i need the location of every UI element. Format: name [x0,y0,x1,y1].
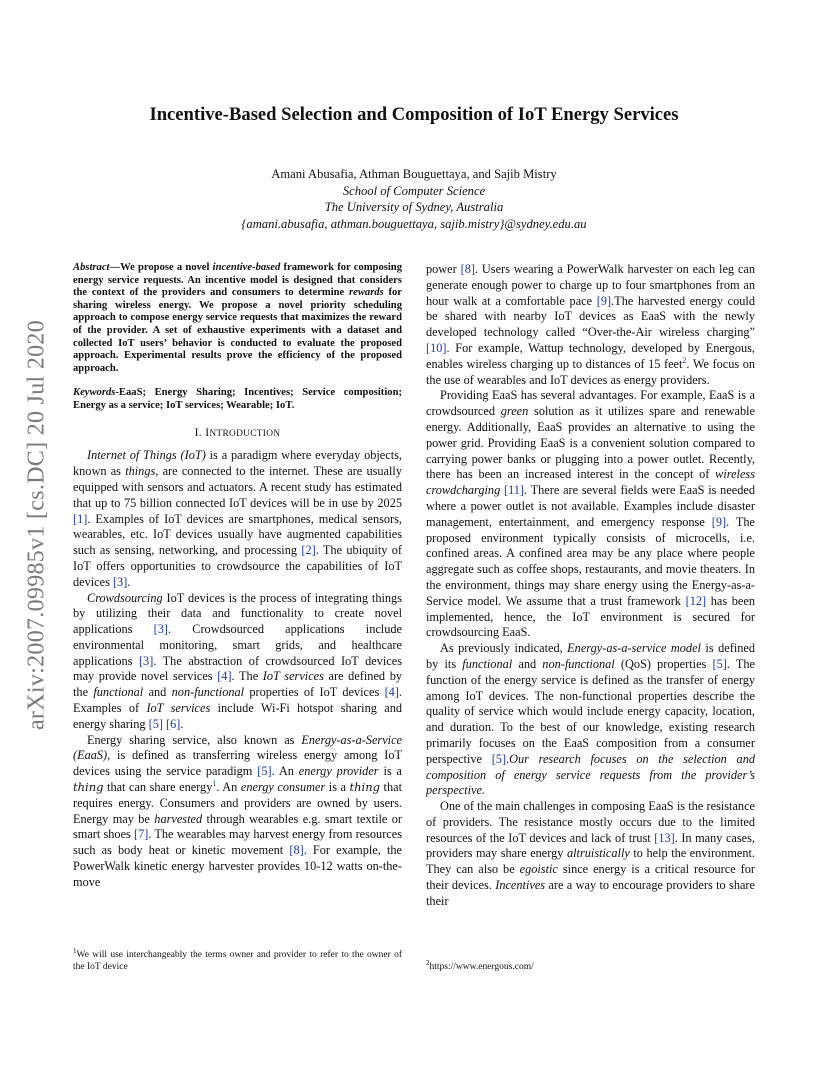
text: is defined by its [426,641,755,671]
emphasis: Internet of Things (IoT) [87,448,206,463]
paragraph [426,388,755,641]
citation-link[interactable]: [2] [301,543,316,558]
text: that can share energy [103,780,213,795]
citation-link[interactable]: [6] [166,716,181,731]
citation-link[interactable]: [7] [134,827,149,842]
citation-link[interactable]: [9] [711,514,727,529]
abstract-text: —We propose a novel [109,262,213,273]
emphasis: Our research focuses on the selection and composition of energy service requests from the provider’s perspective. [426,751,755,798]
citation-link[interactable]: [1] [73,511,88,526]
text: One of the main challenges in composing EaaS is the resistance of providers. The resistance mostly occurs due to the limited resources of the IoT devices and lack of trust [426,799,755,845]
footnote-link[interactable]: 2 [682,355,687,365]
text: and [143,685,172,700]
text: is a [378,764,402,779]
section-title-initial: I [205,425,210,439]
section-number: I. [194,425,206,439]
emphasis: non-functional [542,656,615,671]
emphasis: IoT services [146,701,211,716]
text: . An [216,780,241,795]
text: . Crowdsourced applications include environmental monitoring, smart grids, and healthcare applications [73,622,402,668]
citation-link[interactable]: [5] [491,751,507,766]
author-names: Amani Abusafia, Athman Bouguettaya, and Sajib Mistry [271,167,557,181]
footnote-text: We will use interchangeably the terms owner and provider to refer to the owner of the IoT device [73,950,402,972]
text: that requires energy. Consumers and providers are owned by users. Energy may be [73,780,402,826]
emphasis: IoT services [262,669,324,684]
text: . Users wearing a PowerWalk harvester on each leg can generate enough power to charge up to four smartphones from an hour walk at a comfortable pace [426,262,755,308]
text: power [426,262,461,276]
emphasis: altruistically [566,846,630,861]
math-term: thing [73,780,104,795]
text: and [512,656,543,671]
emphasis: Crowdsourcing [87,590,163,605]
paper-title: Incentive-Based Selection and Composition of IoT Energy Services [149,104,679,125]
emphasis: Incentives [495,878,546,893]
author-university: The University of Sydney, Australia [324,200,504,214]
text: has been implemented, hence, the IoT environment is secured for crowdsourcing EaaS. [426,593,755,640]
text: are a way to encourage providers to share their [426,878,755,908]
text: , is defined as transferring wireless energy among IoT devices using the service paradigm [73,748,402,779]
abstract-emphasis: incentive-based [212,262,281,273]
footnote-link[interactable]: 1 [212,778,217,788]
text: . The [231,669,263,684]
keywords-label: Keywords [73,387,116,399]
author-school: School of Computer Science [342,183,486,198]
abstract [73,262,402,375]
citation-link[interactable]: [3] [153,622,168,637]
abstract-text: framework for composing energy service requests. An incentive model is designed that considers the context of the providers and consumers to determine [73,262,402,299]
text: through wearables e.g. smart textile or smart shoes [73,811,403,842]
text: solution as it utilizes spare and renewable energy. Additionally, EaaS provides an alternative to using the power grid. Providing EaaS is a convenient solution compared to carrying power banks or plugging into a power outlet. Recently, there has been an increased interest in the concept of [426,404,755,482]
text: . The function of the energy service is defined as the transfer of energy among IoT devices. The non-functional properties describe the quality of service which would include energy capacity, location, and duration. To the best of our knowledge, existing research primarily focuses on the EaaS composition from a consumer perspective [426,656,755,766]
text: . [180,716,184,731]
text: include Wi-Fi hotspot sharing and energy sharing [73,701,402,731]
abstract-text: for sharing wireless energy. We propose a novel priority scheduling approach to compose energy service requests that maximizes the reward of the provider. A set of exhaustive experiments with a dataset and collected IoT users’ behavior is conducted to evaluate the proposed approach. Experimental results prove the efficiency of the proposed approach. [73,287,402,374]
text: are defined by the [73,669,402,700]
text: . Examples of IoT devices are smartphones, medical sensors, wearables, etc. IoT devices usually have augmented capabilities such as sensing, networking, and processing [73,511,402,558]
paragraph [426,262,755,388]
footnote-mark: 1 [73,946,77,955]
emphasis: wireless crowdcharging [426,467,755,498]
emphasis: Energy-as-a-Service (EaaS) [73,732,402,763]
paragraph [73,591,402,733]
arxiv-id: arXiv:2007.09985v1 [cs.DC] 20 Jul 2020 [23,319,50,731]
citation-link[interactable]: [8] [289,843,304,858]
right-column [426,262,755,910]
citation-link[interactable]: [5] [712,656,727,671]
emphasis: energy consumer [240,780,326,795]
keywords-text: -EaaS; Energy Sharing; Incentives; Service composition; Energy as a service; IoT services; Wearable; IoT. [73,387,402,411]
footnote-2 [426,958,755,974]
text: . The ubiquity of IoT offers opportunities to crowdsource the capabilities of IoT devices [73,543,402,589]
text: . In many cases, providers may share energy [426,830,755,861]
text: . An [271,764,299,779]
citation-link[interactable]: [4] [384,685,399,700]
text: . [506,751,510,766]
text: , are connected to the internet. These are usually equipped with sensors and actuators. A recent study has estimated that up to 75 billion connected IoT devices will be in use by 2025 [73,464,402,510]
text: is a [325,780,350,795]
citation-link[interactable]: [8] [460,262,475,276]
citation-link[interactable]: [5] [148,716,163,731]
footnote-text: https://www.energous.com/ [429,962,534,972]
emphasis: non-functional [171,685,245,700]
paragraph [426,799,755,910]
text: properties of IoT devices [244,685,385,700]
text: . The abstraction of crowdsourced IoT devices may provide novel services [73,653,402,684]
abstract-label: Abstract [73,262,110,273]
emphasis: things [125,464,156,479]
text: . For example, Wattup technology, developed by Energous, enables wireless charging up to distances of 15 feet [426,340,755,371]
section-title-rest: NTRODUCTION [209,428,281,439]
text: . [127,574,131,589]
citation-link[interactable]: [10] [426,340,447,355]
citation-link[interactable]: [12] [685,593,707,608]
text: (QoS) properties [614,656,713,671]
text: . For example, the PowerWalk kinetic energy harvester provides 10-12 watts on-the-move [73,843,402,889]
citation-link[interactable]: [9] [596,293,612,308]
section-heading-introduction [73,425,402,443]
paragraph [73,448,402,590]
emphasis: harvested [154,811,203,826]
citation-link[interactable]: [5] [257,764,272,779]
text: Providing EaaS has several advantages. For example, EaaS is a crowdsourced [426,388,755,419]
text: . The proposed environment typically consists of microcells, i.e. confined areas. A confined area may be any place where people aggregate such as coffee shops, restaurants, and movie theaters. In the environment, things may share energy using the Energy-as-a-Service model. We assume that a trust framework [426,514,755,608]
citation-link[interactable]: [11] [504,483,525,498]
text: . The wearables may harvest energy from resources such as body heat or kinetic movement [73,827,402,858]
text: since energy is a critical resource for their devices. [426,862,755,893]
text: IoT devices is the process of integrating things by utilizing their data and functionality to create novel applications [73,590,402,637]
text: . We focus on the use of wearables and IoT devices as energy providers. [426,356,755,387]
keywords [73,387,402,412]
text: Energy sharing service, also known as [87,732,302,747]
paragraph [426,641,755,799]
footnote-1 [73,946,402,973]
emphasis: green [500,404,529,419]
citation-link[interactable]: [3] [138,653,154,668]
abstract-emphasis: rewards [349,287,384,299]
citation-link[interactable]: [3] [112,574,128,589]
text: . Examples of [73,685,402,716]
text: is a paradigm where everyday objects, known as [73,448,402,479]
author-block [0,166,828,232]
citation-link[interactable]: [13] [654,830,675,845]
footnote-mark: 2 [426,958,430,967]
text: As previously indicated, [440,641,568,656]
author-emails: {amani.abusafia, athman.bouguettaya, sajib.mistry}@sydney.edu.au [241,216,587,231]
text: to help the environment. They can also be [426,846,756,877]
paragraph [73,733,402,891]
emphasis: functional [462,656,513,671]
emphasis: Energy-as-a-service model [567,641,701,656]
emphasis: energy provider [298,764,379,779]
left-column [73,262,402,891]
emphasis: egoistic [519,862,558,877]
arxiv-watermark [22,290,52,760]
citation-link[interactable]: [4] [217,669,232,684]
math-term: thing [349,780,381,795]
text: .The harvested energy could be shared with nearby IoT devices as EaaS with the newly developed technology called “Over-the-Air wireless charging” [426,293,755,340]
text: . There are several fields were EaaS is needed where a power outlet is not available. Examples include disaster management, entertainment, and emergency response [426,483,755,529]
emphasis: functional [93,685,144,700]
